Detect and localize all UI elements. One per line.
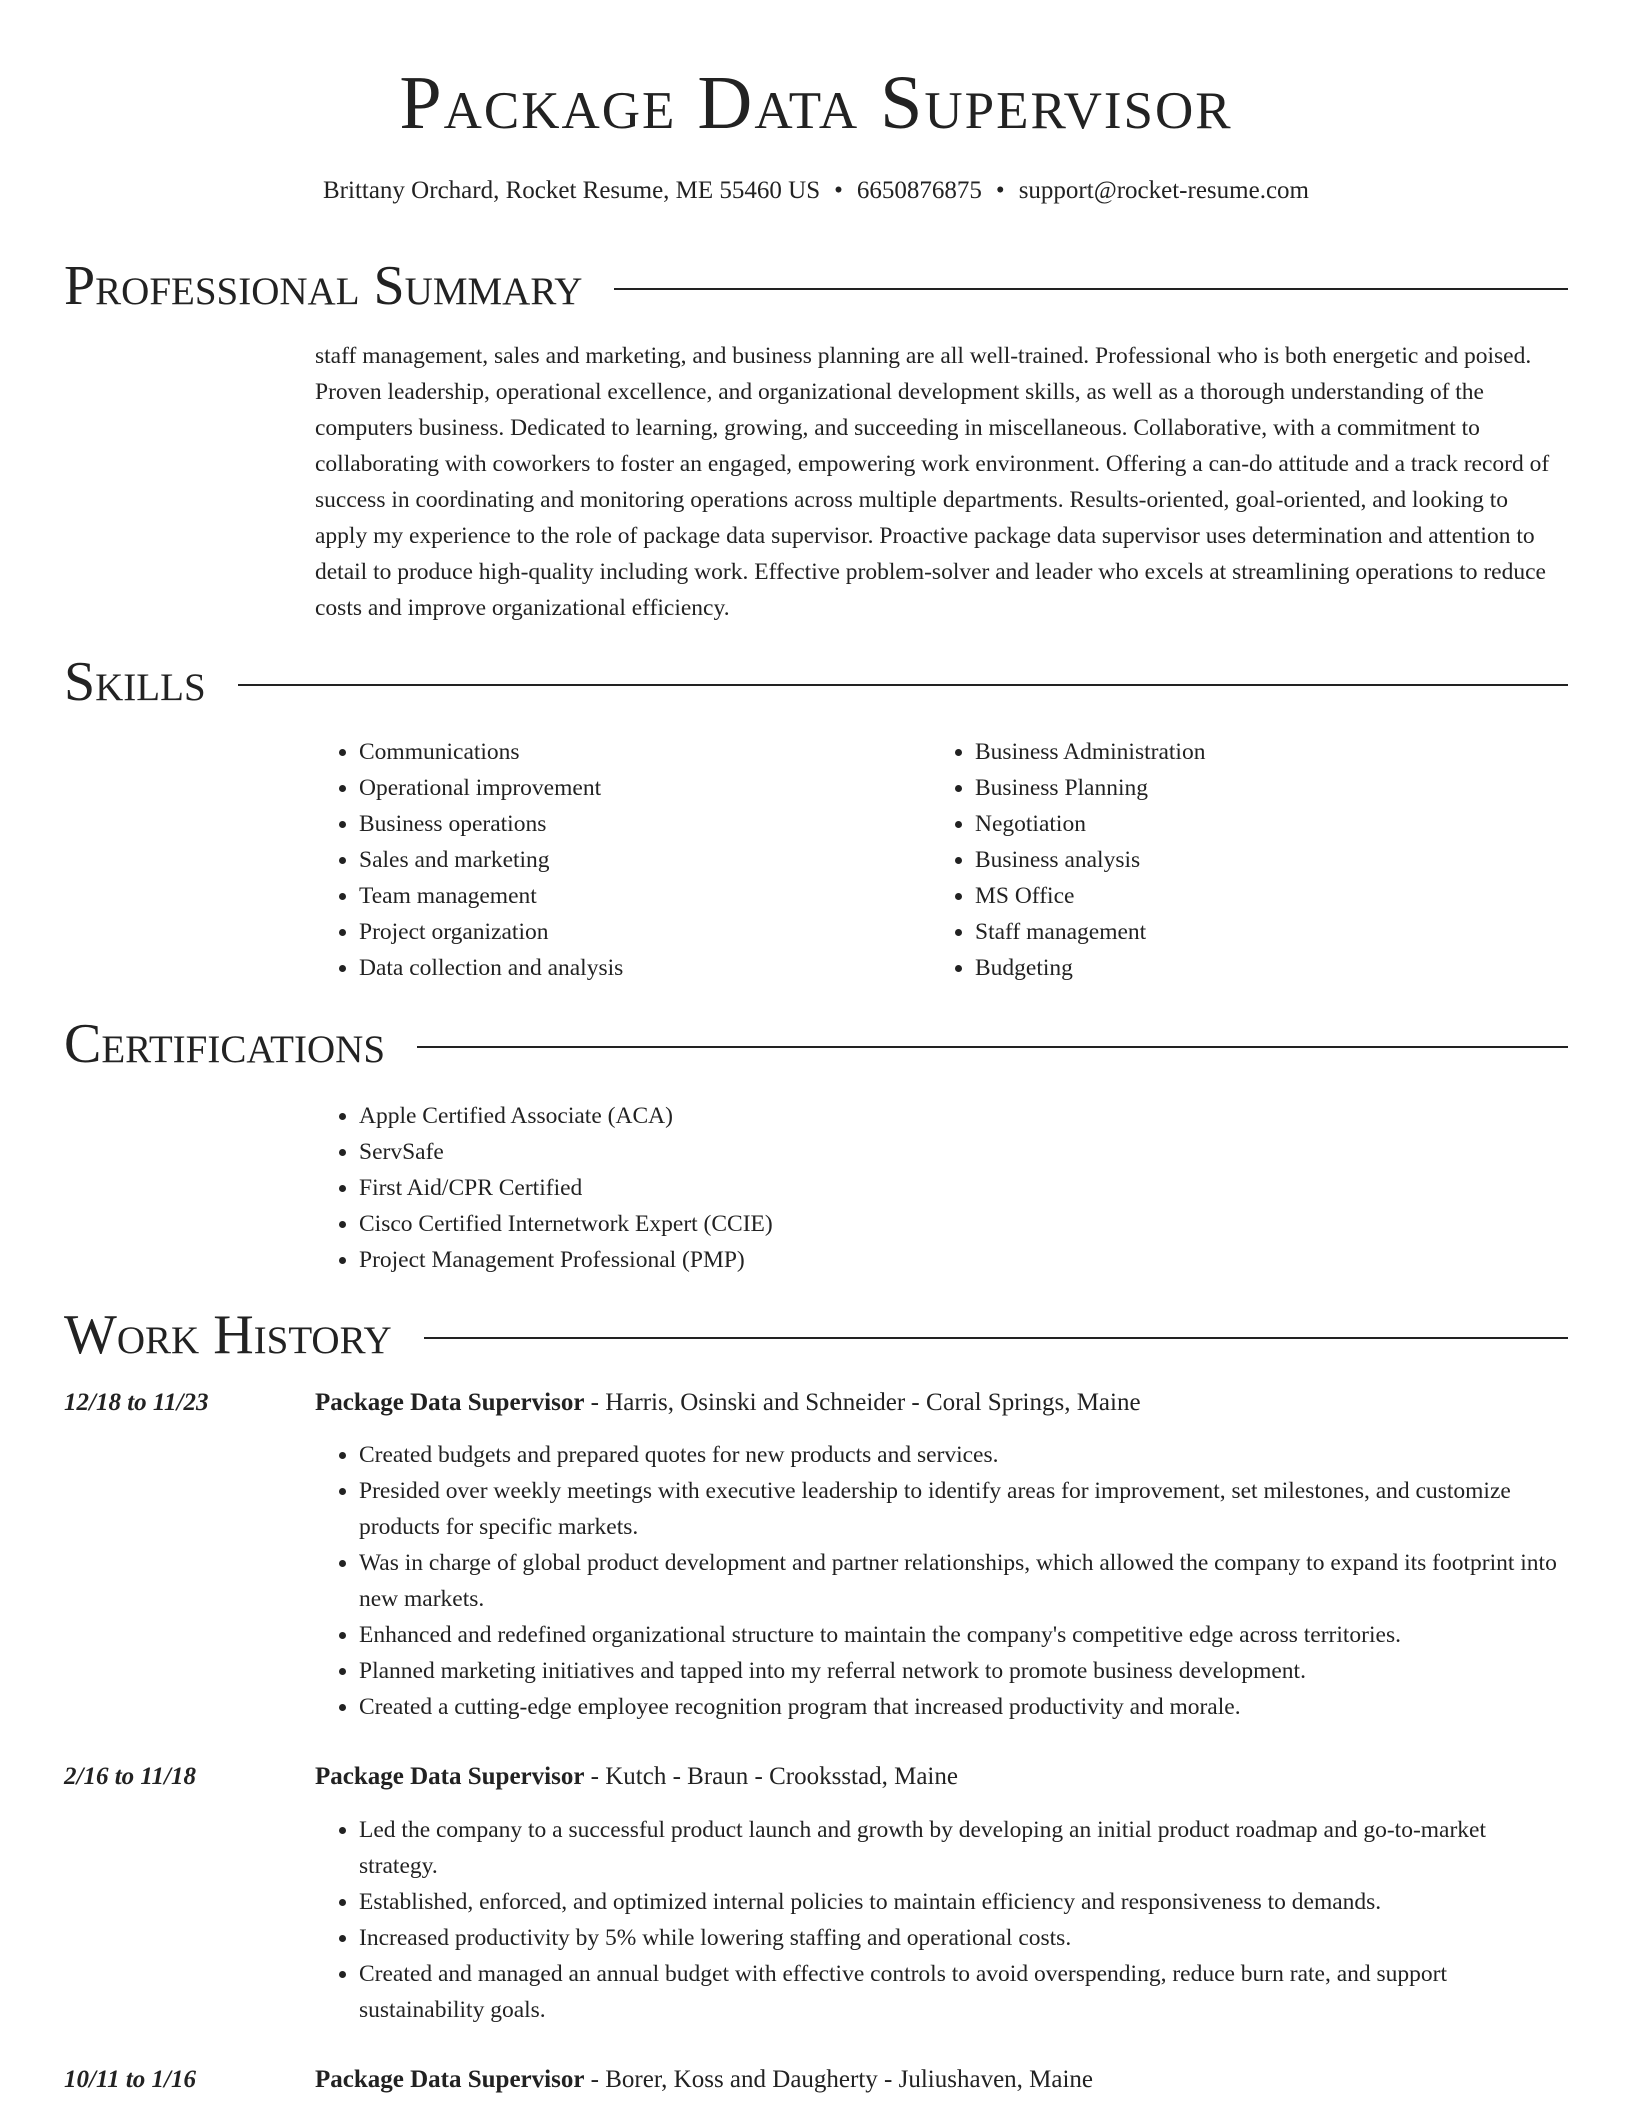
skill-item: • Data collection and analysis <box>359 950 875 986</box>
skills-section-header <box>64 650 1568 714</box>
section-title-summary: Professional Summary <box>64 255 583 317</box>
job-heading <box>315 2062 1565 2098</box>
job-duty-item: • Created a cutting-edge employee recognition program that increased productivity and morale. <box>359 1689 1565 1725</box>
address: Brittany Orchard, Rocket Resume, ME 55460 US <box>323 177 821 204</box>
job-employer-location: - Borer, Koss and Daugherty - Juliushaven, Maine <box>584 2066 1094 2093</box>
skill-item: • Staff management <box>975 914 1491 950</box>
skill-item: • Negotiation <box>975 806 1491 842</box>
job-duty-item: • Created budgets and prepared quotes for new products and services. <box>359 1437 1565 1473</box>
section-title-certifications: Certifications <box>64 1013 386 1075</box>
section-divider <box>614 288 1568 290</box>
job-heading <box>315 1385 1565 1421</box>
skill-item: • Communications <box>359 734 875 770</box>
section-title-skills: Skills <box>64 651 206 713</box>
certification-item: • Apple Certified Associate (ACA) <box>359 1098 1215 1134</box>
certification-item: • Project Management Professional (PMP) <box>359 1242 1215 1278</box>
job-duty-item: • Established, enforced, and optimized internal policies to maintain efficiency and responsiveness to demands. <box>359 1884 1565 1920</box>
skills-list <box>931 734 1491 986</box>
candidate-name: Package Data Supervisor <box>399 61 1233 145</box>
skill-item: • Business analysis <box>975 842 1491 878</box>
phone: 6650876875 <box>856 177 982 204</box>
skill-item: • Business Administration <box>975 734 1491 770</box>
certifications-block <box>315 1098 1215 1278</box>
email: support@rocket-resume.com <box>1018 177 1309 204</box>
skill-item: • Sales and marketing <box>359 842 875 878</box>
skill-item: • Project organization <box>359 914 875 950</box>
certifications-section-header <box>64 1012 1568 1076</box>
job-duty-item: • Led the company to a successful product launch and growth by developing an initial product roadmap and go-to-market strategy. <box>359 1812 1565 1884</box>
skills-column-right <box>931 734 1491 986</box>
certification-item: • Cisco Certified Internetwork Expert (CCIE) <box>359 1206 1215 1242</box>
contact-line <box>0 174 1632 208</box>
section-divider <box>424 1337 1568 1339</box>
job-dates: 10/11 to 1/16 <box>64 2066 196 2093</box>
job-duty-item: • Increased productivity by 5% while lowering staffing and operational costs. <box>359 1920 1565 1956</box>
job-title: Package Data Supervisor <box>315 1763 585 1790</box>
job-duty-item: • Presided over weekly meetings with executive leadership to identify areas for improvement, set milestones, and customize products for specific markets. <box>359 1473 1565 1545</box>
certification-item: • First Aid/CPR Certified <box>359 1170 1215 1206</box>
summary-text: staff management, sales and marketing, and business planning are all well-trained. Professional who is both energetic and poised. Proven leadership, operational excellence, and organizational development skills, as well as a thorough understanding of the computers business. Dedicated to learning, growing, and succeeding in miscellaneous. Collaborative, with a commitment to collaborating with coworkers to foster an engaged, empowering work environment. Offering a can-do attitude and a track record of success in coordinating and monitoring operations across multiple departments. Results-oriented, goal-oriented, and looking to apply my experience to the role of package data supervisor. Proactive package data supervisor uses determination and attention to detail to produce high-quality including work. Effective problem-solver and leader who excels at streamlining operations to reduce costs and improve organizational efficiency. <box>315 343 1550 621</box>
job-dates: 2/16 to 11/18 <box>64 1763 196 1790</box>
skills-list <box>315 734 875 986</box>
contact-separator: • <box>834 177 843 204</box>
job-duties-list <box>315 1812 1565 2028</box>
section-divider <box>417 1046 1568 1048</box>
summary-section-header <box>64 254 1568 318</box>
job-duty-item: • Created and managed an annual budget with effective controls to avoid overspending, reduce burn rate, and support sustainability goals. <box>359 1956 1565 2028</box>
skill-item: • Budgeting <box>975 950 1491 986</box>
certification-item: • ServSafe <box>359 1134 1215 1170</box>
contact-separator: • <box>995 177 1005 204</box>
job-duty-item: • Enhanced and redefined organizational structure to maintain the company's competitive edge across territories. <box>359 1617 1565 1653</box>
skills-column-left <box>315 734 875 986</box>
job-duties <box>315 1437 1565 1725</box>
job-duty-item: • Was in charge of global product development and partner relationships, which allowed the company to expand its footprint into new markets. <box>359 1545 1565 1617</box>
skill-item: • Operational improvement <box>359 770 875 806</box>
skill-item: • MS Office <box>975 878 1491 914</box>
job-heading <box>315 1759 1565 1795</box>
job-duties-list <box>315 1437 1565 1725</box>
job-employer-location: - Harris, Osinski and Schneider - Coral Springs, Maine <box>584 1389 1141 1416</box>
job-title: Package Data Supervisor <box>315 1389 585 1416</box>
skill-item: • Business Planning <box>975 770 1491 806</box>
section-title-work: Work History <box>64 1304 392 1366</box>
job-employer-location: - Kutch - Braun - Crooksstad, Maine <box>584 1763 958 1790</box>
job-title: Package Data Supervisor <box>315 2066 585 2093</box>
job-duty-item: • Planned marketing initiatives and tapped into my referral network to promote business development. <box>359 1653 1565 1689</box>
job-duties <box>315 1812 1565 2028</box>
certifications-list <box>315 1098 1215 1278</box>
job-dates: 12/18 to 11/23 <box>64 1389 209 1416</box>
work-section-header <box>64 1303 1568 1367</box>
section-divider <box>238 684 1568 686</box>
skill-item: • Team management <box>359 878 875 914</box>
skill-item: • Business operations <box>359 806 875 842</box>
